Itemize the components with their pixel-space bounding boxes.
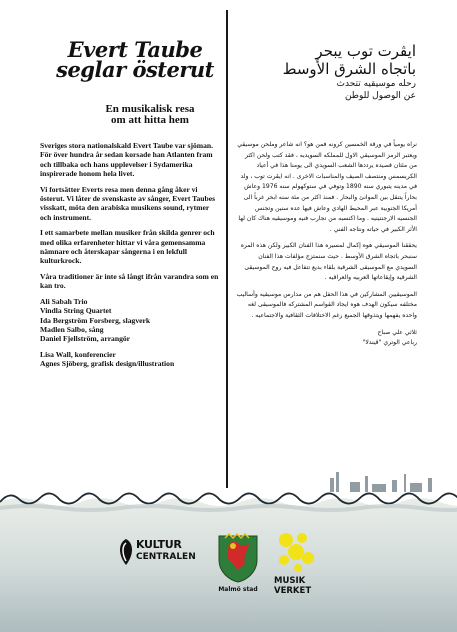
- credit-list: [40, 350, 222, 369]
- performer-name: Vindla String Quartet: [40, 306, 112, 316]
- kulturcentralen-logo: [116, 537, 196, 577]
- malmo-stad-label: Malmö stad: [218, 586, 258, 593]
- arabic-signature-line2: رباعي الوتري "ڤيندلا": [362, 339, 417, 347]
- credit-name: Agnes Sjöberg, grafisk design/illustration: [40, 359, 175, 369]
- arabic-title-line2: باتجاه الشرق الأوسط: [282, 60, 416, 78]
- swedish-title: [40, 37, 230, 82]
- swedish-paragraph: I ett samarbete mellan musiker från skilda genrer och med olika erfarenheter hittar vi våra gemensamma nämnare och återskapar sångerna i en lekfull kulturkrock.: [40, 228, 215, 266]
- arabic-paragraph: نراه يومياً في ورقة الخمسين كرونه فمن هو؟ انه شاعر وملحن موسيقي ويعتبر الرمز الموسيقي الاول للمملكه السويديه ، فقد كتب ولحن اكثر من مئتان قصيده يرددها الشعب السويدي الى يومنا هذا في أعياد الكريسمس ومنتصف الصيف والمناسبات الاخرى . انه ايڤرت توب ، ولد في مدينه يتبوري سنه 1890 وتوفي في ستوكهولم سنه 1976 وعاش بحاراً يتنقل بين الموانئ والبحار . فمنذ اكثر من مئة سنه ابحر غرباً الى أمريكا الجنوبية عبر المحيط الهادي وعاش فيها عده سنين وتجنس الجنسيه الارجنتينيه . وما اكتسبه من تجارب فنيه وموسيقيه هناك كان لها الأثر الكبير في حياته ونتاجه الفني .: [237, 141, 417, 233]
- musikverket-logo: [272, 530, 328, 600]
- arabic-subtitle: [236, 78, 416, 102]
- swedish-title-line2: seglar österut: [56, 57, 214, 82]
- kulturcentralen-mark-icon: [116, 537, 136, 567]
- wave-crest: [0, 493, 457, 503]
- musik-line2: VERKET: [274, 586, 312, 596]
- credit-name: Lisa Wall, konferencier: [40, 349, 116, 359]
- performer-name: Daniel Fjellström, arrangör: [40, 334, 131, 344]
- arabic-body: [236, 140, 417, 349]
- arabic-title: [236, 42, 416, 78]
- kultur-line1: KULTUR: [136, 538, 182, 551]
- swedish-title-line1: Evert Taube: [67, 37, 203, 62]
- malmo-stad-logo: [213, 532, 263, 594]
- musik-line1: MUSIK: [274, 576, 306, 586]
- performer-name: Madlen Salbo, sång: [40, 324, 104, 334]
- center-divider: [226, 10, 228, 488]
- malmo-crest-icon: [215, 532, 261, 584]
- arabic-signature-line1: ثلاثي علي صباح: [377, 328, 417, 336]
- performer-list: [40, 297, 222, 344]
- swedish-paragraph: Sveriges stora nationalskald Evert Taube var sjöman. För över hundra år sedan korsade han Atlanten fram och tillbaka och hans upplevelser i Sydamerika inspirerade honom hela livet.: [40, 141, 214, 179]
- city-silhouette: [330, 472, 432, 492]
- arabic-title-line1: ايڤرت توب يبحر: [315, 42, 416, 60]
- arabic-subtitle-line1: رحله موسيقيه تتحدث: [336, 79, 416, 89]
- musikverket-dots-icon: [276, 530, 316, 574]
- kultur-line2: CENTRALEN: [136, 552, 196, 562]
- arabic-paragraph: الموسيقيين المشاركين في هذا الحفل هم من مدارس موسيقيه وأساليب مختلفه سيكون الهدف هوه ايجاد القواسم المشتركه فالموسيقى لغه واحده يفهمها ويتذوقها الجميع رغم الاختلافات الثقافية والاجتماعيه .: [236, 290, 417, 319]
- swedish-subtitle-line1: En musikalisk resa: [105, 103, 195, 115]
- performer-name: Ali Sabah Trio: [40, 296, 88, 306]
- swedish-subtitle: [70, 104, 230, 126]
- swedish-body: [40, 141, 222, 375]
- arabic-paragraph: يحققنا الموسيقي هوه إكمال لمسيره هذا الفنان الكبير ولكن هذه المره سنبحر باتجاه الشرق الأوسط . حيث سنمتزج مؤلفات هذا الفنان السويدي مع الموسيقى الشرقية بلقاء بديع تتفاعل فيه روح الموسيقى الشرقية وإيقاعاتها العربيه والعراقيه .: [240, 242, 417, 282]
- swedish-paragraph: Våra traditioner är inte så långt ifrån varandra som en kan tro.: [40, 271, 219, 291]
- swedish-subtitle-line2: om att hitta hem: [111, 114, 189, 126]
- swedish-paragraph: Vi fortsätter Everts resa men denna gång åker vi österut. Vi låter de svenskaste av sånger, Evert Taubes visskatt, möta den arabiska musikens sound, rytmer och instrument.: [40, 184, 216, 222]
- performer-name: Ida Bergström Forsberg, slagverk: [40, 315, 151, 325]
- arabic-subtitle-line2: عن الوصول للوطن: [344, 91, 416, 101]
